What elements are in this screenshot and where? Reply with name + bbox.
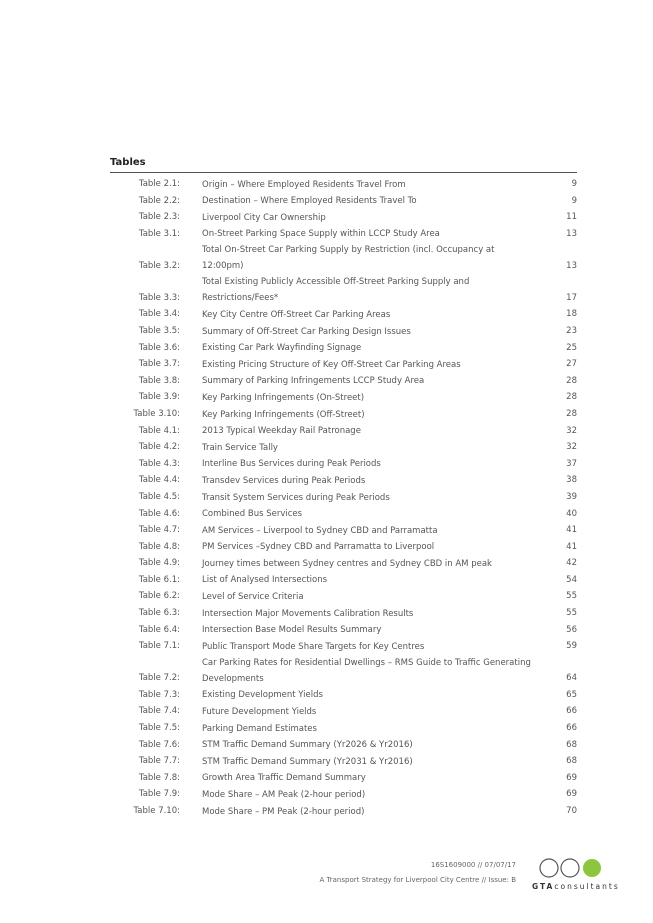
table-number: Table 7.8: — [138, 772, 180, 783]
table-number: Table 6.4: — [138, 624, 180, 635]
table-title: Car Parking Rates for Residential Dwellings – RMS Guide to Traffic Generating Developments — [202, 657, 531, 684]
tables-heading: Tables — [110, 157, 146, 168]
table-number: Table 3.8: — [138, 375, 180, 386]
table-title: 2013 Typical Weekday Rail Patronage — [202, 426, 361, 437]
toc-entry[interactable] — [110, 323, 577, 340]
table-number: Table 7.6: — [138, 739, 180, 750]
table-title: On-Street Parking Space Supply within LCCP Study Area — [202, 229, 440, 240]
table-title: Transdev Services during Peak Periods — [202, 475, 366, 486]
page-number: 59 — [566, 641, 577, 652]
table-number: Table 7.1: — [138, 641, 180, 652]
page-number: 55 — [566, 591, 577, 602]
toc-entry[interactable] — [110, 588, 577, 605]
page-number: 32 — [566, 442, 577, 453]
toc-entry[interactable] — [110, 340, 577, 357]
page-number: 42 — [566, 558, 577, 569]
table-number: Table 2.3: — [138, 212, 180, 223]
table-title: Existing Car Park Wayfinding Signage — [202, 343, 362, 354]
page-number: 70 — [566, 806, 577, 816]
table-title: List of Analysed Intersections — [202, 575, 328, 586]
table-title: Origin – Where Employed Residents Travel From — [202, 179, 406, 190]
toc-entry[interactable] — [110, 638, 577, 655]
toc-entry[interactable] — [110, 803, 577, 820]
table-number: Table 7.9: — [138, 789, 180, 800]
table-number: Table 6.3: — [138, 608, 180, 619]
page-number: 13 — [566, 228, 577, 239]
logo-wordmark-bold: GTA — [532, 882, 555, 891]
table-number: Table 4.9: — [138, 558, 180, 569]
page-number: 11 — [566, 212, 577, 223]
page-number: 9 — [571, 179, 577, 189]
table-title: Destination – Where Employed Residents Travel To — [202, 196, 417, 207]
table-number: Table 4.7: — [138, 525, 180, 536]
table-number: Table 6.2: — [138, 591, 180, 602]
toc-entry[interactable] — [110, 737, 577, 754]
page-number: 41 — [566, 541, 577, 552]
page-number: 28 — [566, 392, 577, 403]
table-title: Combined Bus Services — [202, 509, 303, 520]
page-number: 13 — [566, 260, 577, 271]
table-title: Future Development Yields — [202, 707, 317, 718]
page-number: 23 — [566, 325, 577, 336]
page-number: 39 — [566, 491, 577, 502]
table-number: Table 4.3: — [138, 458, 180, 469]
toc-entry[interactable] — [110, 703, 577, 720]
page-number: 28 — [566, 375, 577, 386]
table-title: Journey times between Sydney centres and Sydney CBD in AM peak — [202, 558, 492, 569]
logo-ring-2 — [561, 859, 579, 877]
page-number: 69 — [566, 789, 577, 800]
page-number: 40 — [566, 508, 577, 519]
heading-divider — [110, 172, 577, 173]
page-number: 38 — [566, 475, 577, 486]
table-title: STM Traffic Demand Summary (Yr2026 & Yr2016) — [202, 740, 413, 751]
logo-wordmark — [532, 882, 620, 891]
table-title: STM Traffic Demand Summary (Yr2031 & Yr2016) — [202, 756, 413, 767]
table-number: Table 7.7: — [138, 756, 180, 767]
table-title: Transit System Services during Peak Periods — [202, 492, 390, 503]
table-title: Key Parking Infringements (Off-Street) — [202, 409, 365, 420]
table-title: Intersection Major Movements Calibration Results — [202, 608, 414, 619]
toc-entry[interactable] — [110, 176, 577, 193]
page-number: 69 — [566, 772, 577, 783]
page-number: 32 — [566, 425, 577, 436]
toc-entry[interactable] — [110, 539, 577, 556]
table-number: Table 2.1: — [138, 179, 180, 189]
table-title: Key City Centre Off-Street Car Parking Areas — [202, 309, 391, 320]
logo-dot-green — [583, 859, 601, 877]
document-reference: 16S1609000 // 07/07/17 — [430, 861, 516, 869]
toc-entry[interactable] — [110, 226, 577, 243]
page-number: 28 — [566, 408, 577, 419]
toc-entry[interactable] — [110, 687, 577, 704]
table-number: Table 7.10: — [133, 806, 180, 816]
toc-entry[interactable] — [110, 456, 577, 473]
toc-entry[interactable] — [110, 605, 577, 622]
toc-entry[interactable] — [110, 506, 577, 523]
table-title: Summary of Off-Street Car Parking Design Issues — [202, 326, 411, 337]
page-number: 68 — [566, 756, 577, 767]
page-number: 41 — [566, 525, 577, 536]
page-number: 54 — [566, 574, 577, 585]
toc-entry[interactable] — [110, 720, 577, 737]
table-title: Mode Share – AM Peak (2-hour period) — [202, 790, 366, 800]
table-number: Table 7.4: — [138, 706, 180, 717]
toc-entry[interactable] — [110, 555, 577, 572]
page-number: 68 — [566, 739, 577, 750]
table-number: Table 3.9: — [138, 392, 180, 403]
table-number: Table 4.2: — [138, 442, 180, 453]
table-number: Table 3.7: — [138, 359, 180, 370]
page-number: 66 — [566, 723, 577, 734]
gta-logo-icon — [537, 856, 617, 880]
table-title: Total On-Street Car Parking Supply by Restriction (incl. Occupancy at 12:00pm) — [202, 245, 495, 272]
toc-entry[interactable] — [110, 406, 577, 423]
logo-ring-1 — [540, 859, 558, 877]
page-number: 56 — [566, 624, 577, 635]
toc-entry[interactable] — [110, 423, 577, 440]
toc-entry[interactable] — [110, 209, 577, 226]
table-number: Table 7.2: — [138, 673, 180, 684]
table-title: Growth Area Traffic Demand Summary — [202, 773, 366, 784]
table-title: Mode Share – PM Peak (2-hour period) — [202, 806, 365, 817]
table-title: PM Services –Sydney CBD and Parramatta to Liverpool — [202, 542, 435, 553]
table-number: Table 3.3: — [138, 292, 180, 303]
toc-entry[interactable] — [110, 655, 577, 687]
toc-entry[interactable] — [110, 770, 577, 787]
table-title: Existing Development Yields — [202, 690, 323, 701]
page-number: 25 — [566, 342, 577, 353]
toc-entry[interactable] — [110, 572, 577, 589]
table-title: Train Service Tally — [202, 442, 278, 453]
table-number: Table 4.5: — [138, 491, 180, 502]
table-title: Parking Demand Estimates — [202, 723, 317, 734]
table-number: Table 3.6: — [138, 342, 180, 353]
document-title-issue: A Transport Strategy for Liverpool City Centre // Issue: B — [319, 876, 516, 884]
table-title: Summary of Parking Infringements LCCP Study Area — [202, 376, 425, 387]
toc-entry[interactable] — [110, 193, 577, 210]
toc-entry[interactable] — [110, 786, 577, 803]
table-number: Table 3.1: — [138, 228, 180, 239]
logo-wordmark-rest: consultants — [554, 882, 620, 891]
table-number: Table 4.6: — [138, 508, 180, 519]
toc-entry[interactable] — [110, 356, 577, 373]
table-title: Total Existing Publicly Accessible Off-Street Parking Supply and Restrictions/Fees* — [202, 277, 470, 304]
table-title: Intersection Base Model Results Summary — [202, 625, 382, 636]
page-number: 55 — [566, 608, 577, 619]
table-number: Table 6.1: — [138, 574, 180, 585]
table-title: Level of Service Criteria — [202, 592, 304, 603]
table-title: Interline Bus Services during Peak Periods — [202, 459, 381, 470]
toc-entry[interactable] — [110, 242, 577, 274]
page-number: 65 — [566, 689, 577, 700]
table-number: Table 7.5: — [138, 723, 180, 734]
toc-entry[interactable] — [110, 753, 577, 770]
toc-entry[interactable] — [110, 472, 577, 489]
toc-entry[interactable] — [110, 489, 577, 506]
table-number: Table 3.4: — [138, 309, 180, 320]
toc-entry[interactable] — [110, 373, 577, 390]
page-number: 66 — [566, 706, 577, 717]
page-number: 9 — [571, 195, 577, 206]
table-title: AM Services – Liverpool to Sydney CBD and Parramatta — [202, 525, 438, 536]
page-number: 18 — [566, 309, 577, 320]
table-number: Table 4.4: — [138, 475, 180, 486]
table-number: Table 2.2: — [138, 195, 180, 206]
table-title: Key Parking Infringements (On-Street) — [202, 392, 365, 403]
page-number: 37 — [566, 458, 577, 469]
toc-entry[interactable] — [110, 274, 577, 306]
table-of-tables-list — [110, 176, 577, 820]
page-number: 17 — [566, 292, 577, 303]
table-title: Existing Pricing Structure of Key Off-Street Car Parking Areas — [202, 359, 461, 370]
table-number: Table 3.10: — [133, 408, 180, 419]
page-number: 27 — [566, 359, 577, 370]
table-title: Public Transport Mode Share Targets for Key Centres — [202, 641, 425, 652]
table-title: Liverpool City Car Ownership — [202, 212, 326, 223]
table-number: Table 7.3: — [138, 689, 180, 700]
toc-entry[interactable] — [110, 389, 577, 406]
table-number: Table 4.8: — [138, 541, 180, 552]
table-number: Table 3.2: — [138, 260, 180, 271]
table-number: Table 3.5: — [138, 325, 180, 336]
table-number: Table 4.1: — [138, 425, 180, 436]
page-number: 64 — [566, 673, 577, 684]
toc-entry[interactable] — [110, 306, 577, 323]
toc-entry[interactable] — [110, 622, 577, 639]
toc-entry[interactable] — [110, 439, 577, 456]
toc-entry[interactable] — [110, 522, 577, 539]
